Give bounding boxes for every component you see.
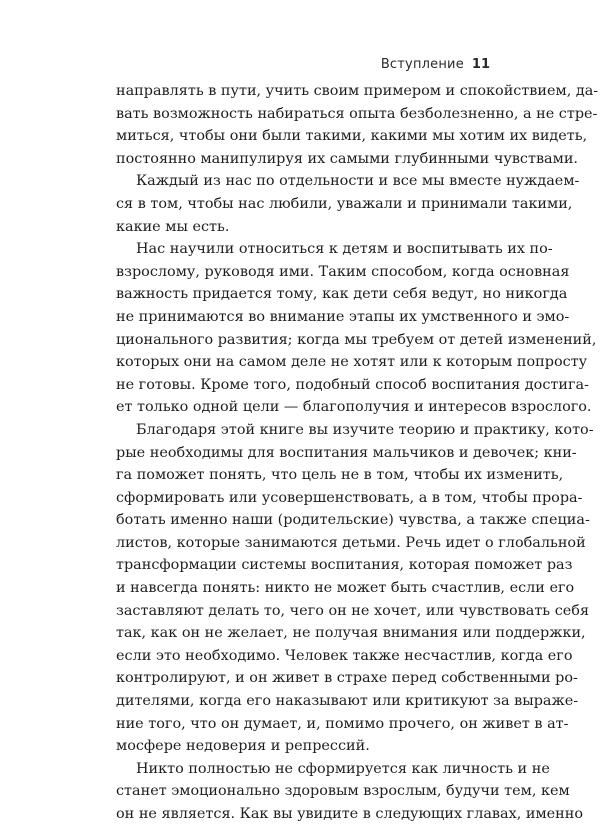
text-line: и навсегда понять: никто не может быть счастлив, если его (116, 580, 575, 597)
text-line: сформировать или усовершенствовать, а в том, чтобы прора- (116, 489, 583, 506)
text-line: миться, чтобы они были такими, какими мы хотим их видеть, (116, 128, 588, 145)
text-line: он не является. Как вы увидите в следующих главах, именно (116, 806, 584, 822)
text-line: взрослому, руководя ими. Таким способом, когда основная (116, 263, 570, 280)
text-line: мосфере недоверия и репрессий. (116, 738, 370, 755)
text-line: станет эмоционально здоровым взрослым, будучи тем, кем (116, 783, 570, 800)
text-line: ет только одной цели — благополучия и интересов взрослого. (116, 399, 592, 416)
body-text (116, 80, 599, 826)
text-line: листов, которые занимаются детьми. Речь идет о глобальной (116, 534, 586, 551)
text-line: дителями, когда его наказывают или критикуют за выраже- (116, 693, 579, 710)
text-line: трансформации системы воспитания, которая поможет раз (116, 557, 573, 574)
text-line: контролируют, и он живет в страхе перед собственными ро- (116, 670, 578, 687)
text-line: Благодаря этой книге вы изучите теорию и практику, кото- (136, 421, 594, 438)
text-line: ние того, что он думает, и, помимо прочего, он живет в ат- (116, 715, 569, 732)
text-line: Каждый из нас по отдельности и все мы вместе нуждаем- (136, 173, 580, 190)
text-line: которых они на самом деле не хотят или к которым попросту (116, 354, 588, 371)
section-title: Вступление (380, 57, 464, 72)
text-line: ботать именно наши (родительские) чувства, а также специа- (116, 512, 590, 529)
text-line: Никто полностью не сформируется как личность и не (136, 760, 550, 777)
text-line: ционального развития; когда мы требуем от детей изменений, (116, 331, 597, 348)
running-header (381, 57, 490, 72)
text-line: важность придается тому, как дети себя ведут, но никогда (116, 286, 568, 303)
text-line: какие мы есть. (116, 218, 230, 235)
text-line: постоянно манипулируя их самыми глубинными чувствами. (116, 150, 578, 167)
text-line: не готовы. Кроме того, подобный способ воспитания достига- (116, 376, 589, 393)
text-line: направлять в пути, учить своим примером и спокойствием, да- (116, 83, 599, 99)
text-line: не принимаются во внимание этапы их умственного и эмо- (116, 308, 570, 325)
text-line: вать возможность набираться опыта безболезненно, а не стре- (116, 105, 598, 122)
text-line: заставляют делать то, чего он не хочет, или чувствовать себя (116, 602, 590, 619)
text-line: Нас научили относиться к детям и воспитывать их по- (136, 241, 553, 258)
page-number: 11 (471, 57, 490, 72)
text-line: рые необходимы для воспитания мальчиков и девочек; кни- (116, 444, 577, 461)
text-line: если это необходимо. Человек также несчастлив, когда его (116, 647, 573, 664)
text-line: га поможет понять, что цель не в том, чтобы их изменить, (116, 467, 564, 484)
text-line: так, как он не желает, не получая внимания или поддержки, (116, 625, 586, 642)
text-line: ся в том, чтобы нас любили, уважали и принимали такими, (116, 195, 573, 212)
